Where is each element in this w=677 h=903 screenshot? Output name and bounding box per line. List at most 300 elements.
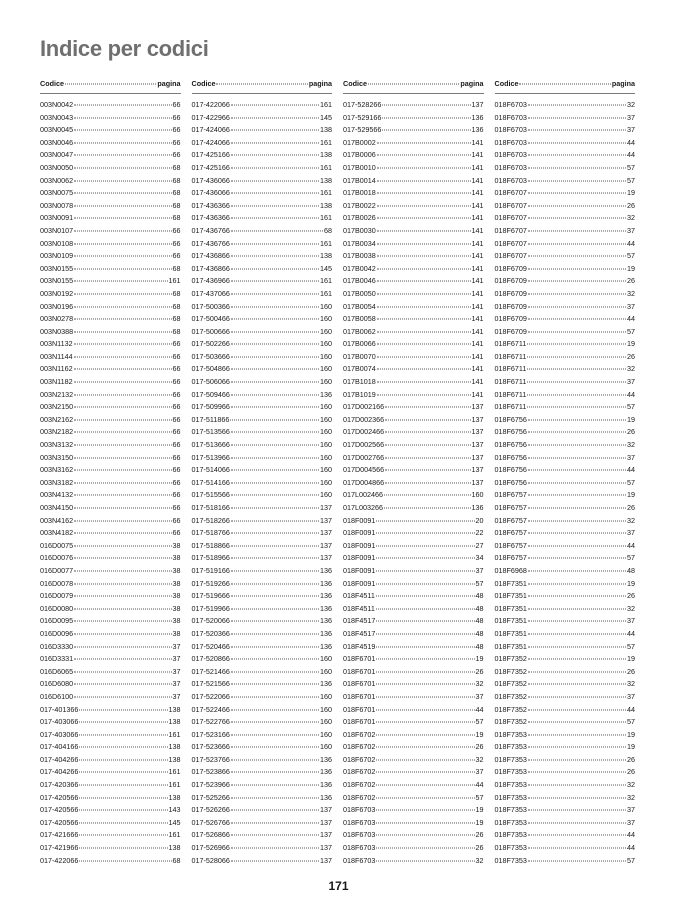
index-entry xyxy=(495,541,636,554)
entry-code: 018F6702 xyxy=(343,792,376,802)
index-entry xyxy=(192,579,333,592)
entry-page: 19 xyxy=(627,654,635,664)
dot-leader xyxy=(74,167,171,168)
dot-leader xyxy=(74,394,171,395)
entry-code: 016D0078 xyxy=(40,578,74,588)
entry-page: 66 xyxy=(172,137,181,147)
index-entry xyxy=(40,478,181,491)
index-entry xyxy=(192,767,333,780)
index-entry xyxy=(343,113,484,126)
entry-page: 44 xyxy=(627,238,635,248)
index-entry xyxy=(343,503,484,516)
entry-code: 018F6711 xyxy=(494,377,527,387)
dot-leader xyxy=(376,747,474,748)
dot-leader xyxy=(376,533,474,534)
entry-page: 66 xyxy=(172,490,181,500)
index-entry xyxy=(495,579,636,592)
index-entry xyxy=(40,314,181,327)
entry-code: 018F6711 xyxy=(494,402,527,412)
entry-code: 017B0014 xyxy=(343,175,376,185)
index-entry xyxy=(495,604,636,617)
entry-page: 57 xyxy=(627,855,635,865)
entry-code: 018F6711 xyxy=(494,351,527,361)
dot-leader xyxy=(377,281,471,282)
index-entry xyxy=(192,642,333,655)
index-entry xyxy=(192,251,333,264)
index-entry xyxy=(40,364,181,377)
dot-leader xyxy=(368,84,459,85)
entry-code: 003N0050 xyxy=(40,162,74,172)
entry-code: 017-528066 xyxy=(191,855,230,865)
entry-page: 26 xyxy=(475,830,484,840)
index-entry xyxy=(40,629,181,642)
entry-page: 66 xyxy=(172,528,181,538)
dot-leader xyxy=(74,205,171,206)
index-entry xyxy=(40,805,181,818)
dot-leader xyxy=(376,659,474,660)
entry-code: 018F6757 xyxy=(494,490,527,500)
index-entry xyxy=(192,730,333,743)
index-entry xyxy=(40,730,181,743)
entry-code: 003N0043 xyxy=(40,112,74,122)
dot-leader xyxy=(376,558,474,559)
index-entry xyxy=(495,377,636,390)
header-rule xyxy=(343,93,484,94)
entry-page: 66 xyxy=(172,112,181,122)
entry-page: 141 xyxy=(471,162,484,172)
entry-page: 138 xyxy=(168,704,181,714)
entry-code: 018F6703 xyxy=(494,112,527,122)
entry-code: 017-436966 xyxy=(191,276,230,286)
dot-leader xyxy=(377,243,471,244)
entry-page: 44 xyxy=(627,843,635,853)
dot-leader xyxy=(528,570,626,571)
index-entry xyxy=(343,616,484,629)
entry-code: 018F6701 xyxy=(343,679,376,689)
entry-page: 19 xyxy=(475,817,484,827)
entry-code: 003N2150 xyxy=(40,402,74,412)
entry-code: 018F7351 xyxy=(494,603,527,613)
entry-code: 017-520866 xyxy=(191,654,230,664)
entry-code: 003N2132 xyxy=(40,389,74,399)
dot-leader xyxy=(376,696,474,697)
index-entry xyxy=(40,213,181,226)
index-entry xyxy=(343,692,484,705)
entry-page: 160 xyxy=(320,477,332,487)
entry-code: 003N2182 xyxy=(40,427,74,437)
index-entry xyxy=(192,352,333,365)
index-entry xyxy=(495,213,636,226)
entry-code: 003N0155 xyxy=(40,263,74,273)
index-entry xyxy=(40,616,181,629)
dot-leader xyxy=(231,633,319,634)
entry-page: 66 xyxy=(172,452,181,462)
entry-page: 160 xyxy=(320,402,332,412)
entry-code: 017B0074 xyxy=(343,364,376,374)
dot-leader xyxy=(528,835,626,836)
entry-page: 32 xyxy=(627,603,635,613)
index-entry xyxy=(495,339,636,352)
entry-code: 003N1162 xyxy=(40,364,73,374)
index-entry xyxy=(192,503,333,516)
index-entry xyxy=(495,478,636,491)
dot-leader xyxy=(74,218,171,219)
entry-page: 37 xyxy=(172,641,181,651)
entry-page: 66 xyxy=(172,414,181,424)
index-entry xyxy=(192,705,333,718)
entry-page: 160 xyxy=(320,440,332,450)
entry-code: 003N0196 xyxy=(40,301,74,311)
dot-leader xyxy=(231,684,319,685)
entry-page: 32 xyxy=(627,792,635,802)
entry-page: 160 xyxy=(320,654,332,664)
dot-leader xyxy=(65,84,156,85)
entry-code: 018F6711 xyxy=(494,364,527,374)
entry-code: 017-437066 xyxy=(191,288,230,298)
dot-leader xyxy=(385,470,470,471)
index-entry xyxy=(40,742,181,755)
entry-page: 141 xyxy=(471,364,484,374)
entry-page: 137 xyxy=(320,817,332,827)
entry-page: 137 xyxy=(320,503,332,512)
entry-page: 32 xyxy=(627,440,635,450)
entry-code: 017-526966 xyxy=(191,843,230,853)
dot-leader xyxy=(74,508,171,509)
index-entry xyxy=(192,541,333,554)
entry-code: 018F6756 xyxy=(494,465,527,475)
index-entry xyxy=(495,415,636,428)
dot-leader xyxy=(231,230,323,231)
entry-code: 003N1132 xyxy=(40,339,73,349)
entry-code: 017-420566 xyxy=(40,805,79,815)
index-entry xyxy=(40,830,181,843)
entry-code: 017-420566 xyxy=(40,817,79,827)
entry-code: 017-502266 xyxy=(191,339,230,349)
entry-code: 018F6701 xyxy=(343,704,376,714)
dot-leader xyxy=(231,306,319,307)
dot-leader xyxy=(79,709,167,710)
index-entry xyxy=(192,490,333,503)
entry-page: 136 xyxy=(320,754,332,764)
index-entry xyxy=(495,150,636,163)
index-entry xyxy=(495,100,636,113)
dot-leader xyxy=(376,520,474,521)
entry-code: 017D002466 xyxy=(343,427,385,437)
entry-code: 018F6702 xyxy=(343,742,376,752)
dot-leader xyxy=(74,445,171,446)
entry-code: 017-401366 xyxy=(40,704,79,714)
dot-leader xyxy=(231,218,319,219)
index-entry xyxy=(192,805,333,818)
entry-page: 160 xyxy=(320,666,332,676)
entry-code: 016D0076 xyxy=(40,553,74,563)
dot-leader xyxy=(231,848,319,849)
entry-code: 017-519266 xyxy=(191,578,230,588)
dot-leader xyxy=(528,445,626,446)
entry-code: 016D6080 xyxy=(40,679,74,689)
dot-leader xyxy=(231,621,319,622)
entry-page: 141 xyxy=(471,377,484,387)
dot-leader xyxy=(376,860,474,861)
header-rule xyxy=(40,93,181,94)
entry-code: 017-518966 xyxy=(191,553,230,563)
dot-leader xyxy=(376,545,474,546)
entry-code: 018F7353 xyxy=(494,843,527,853)
dot-leader xyxy=(377,256,471,257)
index-entry xyxy=(495,490,636,503)
dot-leader xyxy=(231,193,319,194)
entry-code: 017-519666 xyxy=(191,591,230,601)
dot-leader xyxy=(74,230,171,231)
dot-leader xyxy=(527,369,626,370)
entry-page: 26 xyxy=(627,200,635,210)
dot-leader xyxy=(231,167,319,168)
index-entry xyxy=(495,226,636,239)
entry-page: 161 xyxy=(320,188,332,198)
entry-code: 018F7353 xyxy=(494,855,527,865)
dot-leader xyxy=(231,369,319,370)
entry-page: 48 xyxy=(475,628,484,638)
dot-leader xyxy=(74,646,171,647)
index-entry xyxy=(495,427,636,440)
dot-leader xyxy=(231,142,319,143)
entry-page: 141 xyxy=(471,339,484,349)
dot-leader xyxy=(527,382,626,383)
index-entry xyxy=(343,730,484,743)
dot-leader xyxy=(79,759,167,760)
column-header-page: pagina xyxy=(308,79,332,88)
entry-code: 017-526266 xyxy=(191,805,230,815)
entry-code: 017-436766 xyxy=(191,225,230,235)
dot-leader xyxy=(385,407,470,408)
dot-leader xyxy=(376,608,475,609)
dot-leader xyxy=(74,407,171,408)
entry-code: 018F6707 xyxy=(494,238,527,248)
entry-page: 68 xyxy=(172,200,181,210)
entry-code: 017-521466 xyxy=(191,666,230,676)
entry-page: 141 xyxy=(471,150,484,160)
entry-page: 66 xyxy=(172,477,181,487)
index-entry xyxy=(343,805,484,818)
index-entry xyxy=(495,566,636,579)
index-entry xyxy=(192,188,333,201)
entry-code: 018F6703 xyxy=(343,830,376,840)
entry-code: 017-422066 xyxy=(40,855,79,865)
dot-leader xyxy=(376,671,474,672)
dot-leader xyxy=(74,356,172,357)
entry-code: 017-425166 xyxy=(191,162,230,172)
entry-page: 161 xyxy=(168,729,181,739)
entry-page: 160 xyxy=(320,729,332,739)
entry-code: 018F7353 xyxy=(494,817,527,827)
dot-leader xyxy=(528,583,626,584)
entry-code: 003N4132 xyxy=(40,490,74,500)
index-entry xyxy=(343,364,484,377)
index-entry xyxy=(192,629,333,642)
entry-code: 018F0091 xyxy=(343,515,376,525)
dot-leader xyxy=(231,155,319,156)
entry-code: 018F6701 xyxy=(343,691,376,701)
entry-code: 018F6756 xyxy=(494,427,527,437)
entry-page: 37 xyxy=(627,616,635,626)
entry-code: 018F6702 xyxy=(343,767,376,777)
index-entry xyxy=(343,138,484,151)
entry-page: 161 xyxy=(320,288,332,298)
entry-page: 38 xyxy=(172,616,181,626)
index-entry xyxy=(40,150,181,163)
dot-leader xyxy=(231,722,319,723)
entry-code: 018F6703 xyxy=(494,150,527,160)
index-column-3 xyxy=(343,79,484,868)
index-entry xyxy=(40,692,181,705)
entry-page: 37 xyxy=(172,654,181,664)
column-header-code: Codice xyxy=(494,79,519,88)
entry-code: 017-421966 xyxy=(40,843,79,853)
index-entry xyxy=(40,780,181,793)
entry-page: 66 xyxy=(172,515,181,525)
dot-leader xyxy=(528,759,626,760)
entry-page: 160 xyxy=(320,339,332,349)
dot-leader xyxy=(231,810,319,811)
entry-page: 160 xyxy=(320,452,332,462)
entry-page: 138 xyxy=(320,251,332,261)
dot-leader xyxy=(79,785,167,786)
entry-page: 66 xyxy=(172,389,181,399)
index-column-1 xyxy=(40,79,181,868)
index-entry xyxy=(40,755,181,768)
entry-page: 137 xyxy=(320,553,332,563)
entry-page: 38 xyxy=(172,603,181,613)
entry-page: 37 xyxy=(475,691,484,701)
dot-leader xyxy=(376,684,474,685)
dot-leader xyxy=(74,382,172,383)
entry-code: 003N0078 xyxy=(40,200,74,210)
index-entry xyxy=(495,767,636,780)
dot-leader xyxy=(385,482,470,483)
index-entry xyxy=(343,604,484,617)
entry-page: 136 xyxy=(471,112,484,122)
entry-page: 136 xyxy=(320,792,332,802)
dot-leader xyxy=(231,356,319,357)
entry-page: 137 xyxy=(471,465,484,475)
entry-page: 37 xyxy=(627,528,635,538)
entry-code: 017-436066 xyxy=(191,175,230,185)
dot-leader xyxy=(528,608,626,609)
entry-code: 018F4517 xyxy=(343,628,376,638)
index-entry xyxy=(192,604,333,617)
entry-page: 160 xyxy=(320,301,332,311)
entry-code: 017-421666 xyxy=(40,830,79,840)
dot-leader xyxy=(377,344,471,345)
dot-leader xyxy=(231,293,319,294)
index-entry xyxy=(40,717,181,730)
index-entry xyxy=(192,113,333,126)
entry-code: 017-504866 xyxy=(191,364,230,374)
entry-page: 66 xyxy=(172,125,181,135)
entry-page: 48 xyxy=(475,616,484,626)
index-entry xyxy=(495,818,636,831)
index-entry xyxy=(343,163,484,176)
entry-page: 38 xyxy=(172,578,181,588)
index-column-4 xyxy=(495,79,636,868)
entry-code: 017-526766 xyxy=(191,817,230,827)
index-entry xyxy=(343,188,484,201)
entry-code: 003N0388 xyxy=(40,326,74,336)
dot-leader xyxy=(377,218,471,219)
entry-page: 141 xyxy=(471,137,484,147)
index-entry xyxy=(192,390,333,403)
entry-page: 160 xyxy=(320,717,332,727)
dot-leader xyxy=(79,797,167,798)
entry-code: 003N3150 xyxy=(40,452,74,462)
entry-code: 017B0062 xyxy=(343,326,376,336)
column-header xyxy=(192,79,333,91)
entry-code: 018F6703 xyxy=(343,805,376,815)
dot-leader xyxy=(231,331,319,332)
index-entry xyxy=(192,528,333,541)
index-entry xyxy=(192,793,333,806)
dot-leader xyxy=(74,268,171,269)
entry-page: 141 xyxy=(471,251,484,261)
entry-code: 017-404266 xyxy=(40,754,79,764)
entry-page: 138 xyxy=(168,792,181,802)
entry-page: 137 xyxy=(320,515,332,525)
dot-leader xyxy=(231,822,319,823)
dot-leader xyxy=(519,84,610,85)
entry-page: 141 xyxy=(471,213,484,223)
index-entry xyxy=(192,150,333,163)
index-entry xyxy=(495,402,636,415)
entry-page: 68 xyxy=(172,188,181,198)
dot-leader xyxy=(528,256,626,257)
entry-page: 32 xyxy=(627,100,635,109)
index-entry xyxy=(495,717,636,730)
dot-leader xyxy=(528,646,626,647)
dot-leader xyxy=(231,243,319,244)
dot-leader xyxy=(528,621,626,622)
index-entry xyxy=(40,176,181,189)
dot-leader xyxy=(74,457,171,458)
index-entry xyxy=(40,679,181,692)
entry-page: 160 xyxy=(320,704,332,714)
entry-page: 37 xyxy=(627,805,635,815)
dot-leader xyxy=(231,709,319,710)
index-entry xyxy=(343,705,484,718)
index-entry xyxy=(40,251,181,264)
index-entry xyxy=(343,201,484,214)
entry-page: 68 xyxy=(324,225,332,235)
dot-leader xyxy=(528,520,626,521)
entry-page: 160 xyxy=(320,427,332,437)
index-entry xyxy=(192,239,333,252)
dot-leader xyxy=(231,759,319,760)
entry-page: 136 xyxy=(320,389,332,399)
entry-page: 26 xyxy=(627,767,635,777)
entry-page: 136 xyxy=(320,578,332,588)
entry-page: 26 xyxy=(627,351,635,361)
dot-leader xyxy=(231,533,319,534)
index-entry xyxy=(192,856,333,869)
index-entry xyxy=(495,679,636,692)
index-entry xyxy=(40,201,181,214)
entry-page: 37 xyxy=(627,377,635,387)
index-entry xyxy=(192,553,333,566)
entry-page: 19 xyxy=(475,805,484,815)
index-entry xyxy=(40,415,181,428)
entry-page: 161 xyxy=(320,213,332,223)
index-entry xyxy=(343,856,484,869)
index-entry xyxy=(495,591,636,604)
